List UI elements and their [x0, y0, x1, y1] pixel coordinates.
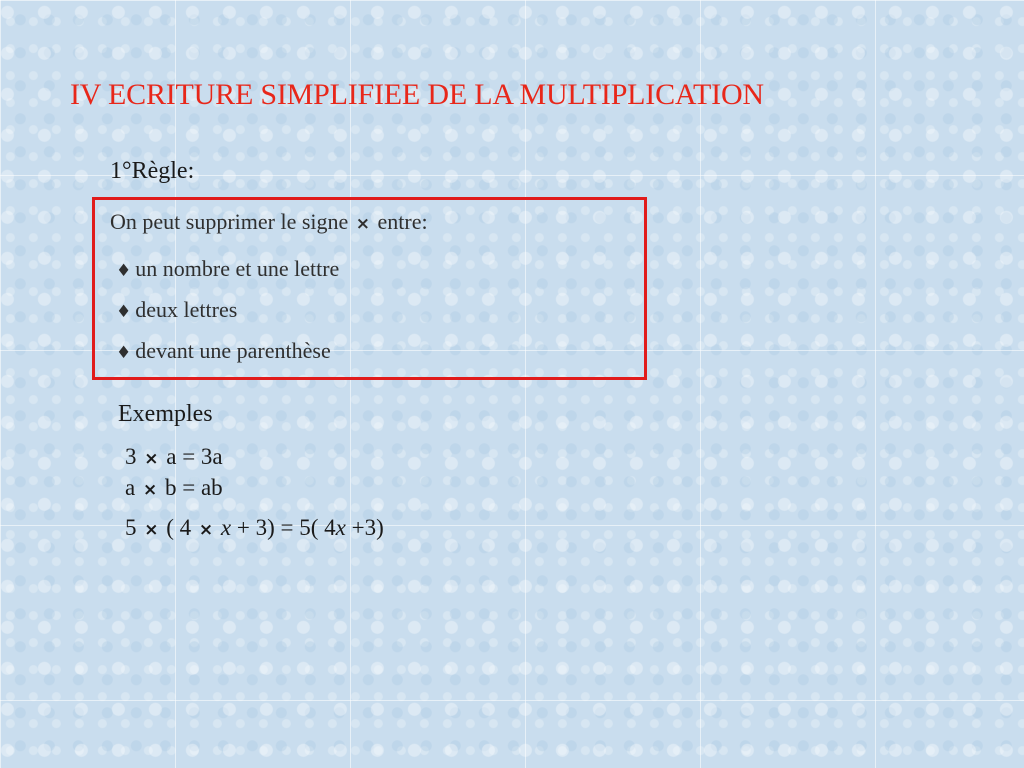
times-sign-icon: ×: [355, 214, 371, 234]
rule-item-text: un nombre et une lettre: [135, 256, 340, 281]
rule-intro-after: entre:: [377, 209, 428, 234]
rule-item-two-letters: [116, 297, 237, 323]
example-part: +3): [351, 515, 384, 540]
rule-item-text: devant une parenthèse: [135, 338, 331, 363]
example-operand: 5: [125, 515, 137, 540]
example-rest: b = ab: [164, 475, 223, 500]
rule-heading: 1°Règle:: [110, 158, 195, 184]
times-sign-icon: ×: [144, 520, 159, 540]
example-operand: a: [125, 475, 136, 500]
times-sign-icon: ×: [198, 520, 214, 540]
example-line-3: [125, 515, 384, 541]
diamond-bullet-icon: ♦: [116, 343, 132, 363]
example-part: ( 4: [166, 515, 192, 540]
rule-intro-before: On peut supprimer le signe: [110, 209, 349, 234]
example-part: + 3) = 5( 4: [236, 515, 336, 540]
example-line-1: [125, 444, 223, 470]
diamond-bullet-icon: ♦: [116, 261, 132, 281]
rule-item-parenthesis: [116, 338, 331, 364]
times-sign-icon: ×: [144, 449, 159, 469]
rule-intro: [110, 209, 428, 235]
example-operand: 3: [125, 444, 137, 469]
example-line-2: [125, 475, 223, 501]
example-variable: x: [220, 515, 232, 540]
examples-heading: Exemples: [118, 401, 213, 427]
example-variable: x: [335, 515, 346, 540]
rule-item-number-letter: [116, 256, 339, 282]
slide-title: IV ECRITURE SIMPLIFIEE DE LA MULTIPLICATION: [70, 78, 764, 111]
times-sign-icon: ×: [142, 480, 158, 500]
diamond-bullet-icon: ♦: [116, 302, 132, 322]
example-rest: a = 3a: [166, 444, 223, 469]
rule-item-text: deux lettres: [135, 297, 238, 322]
